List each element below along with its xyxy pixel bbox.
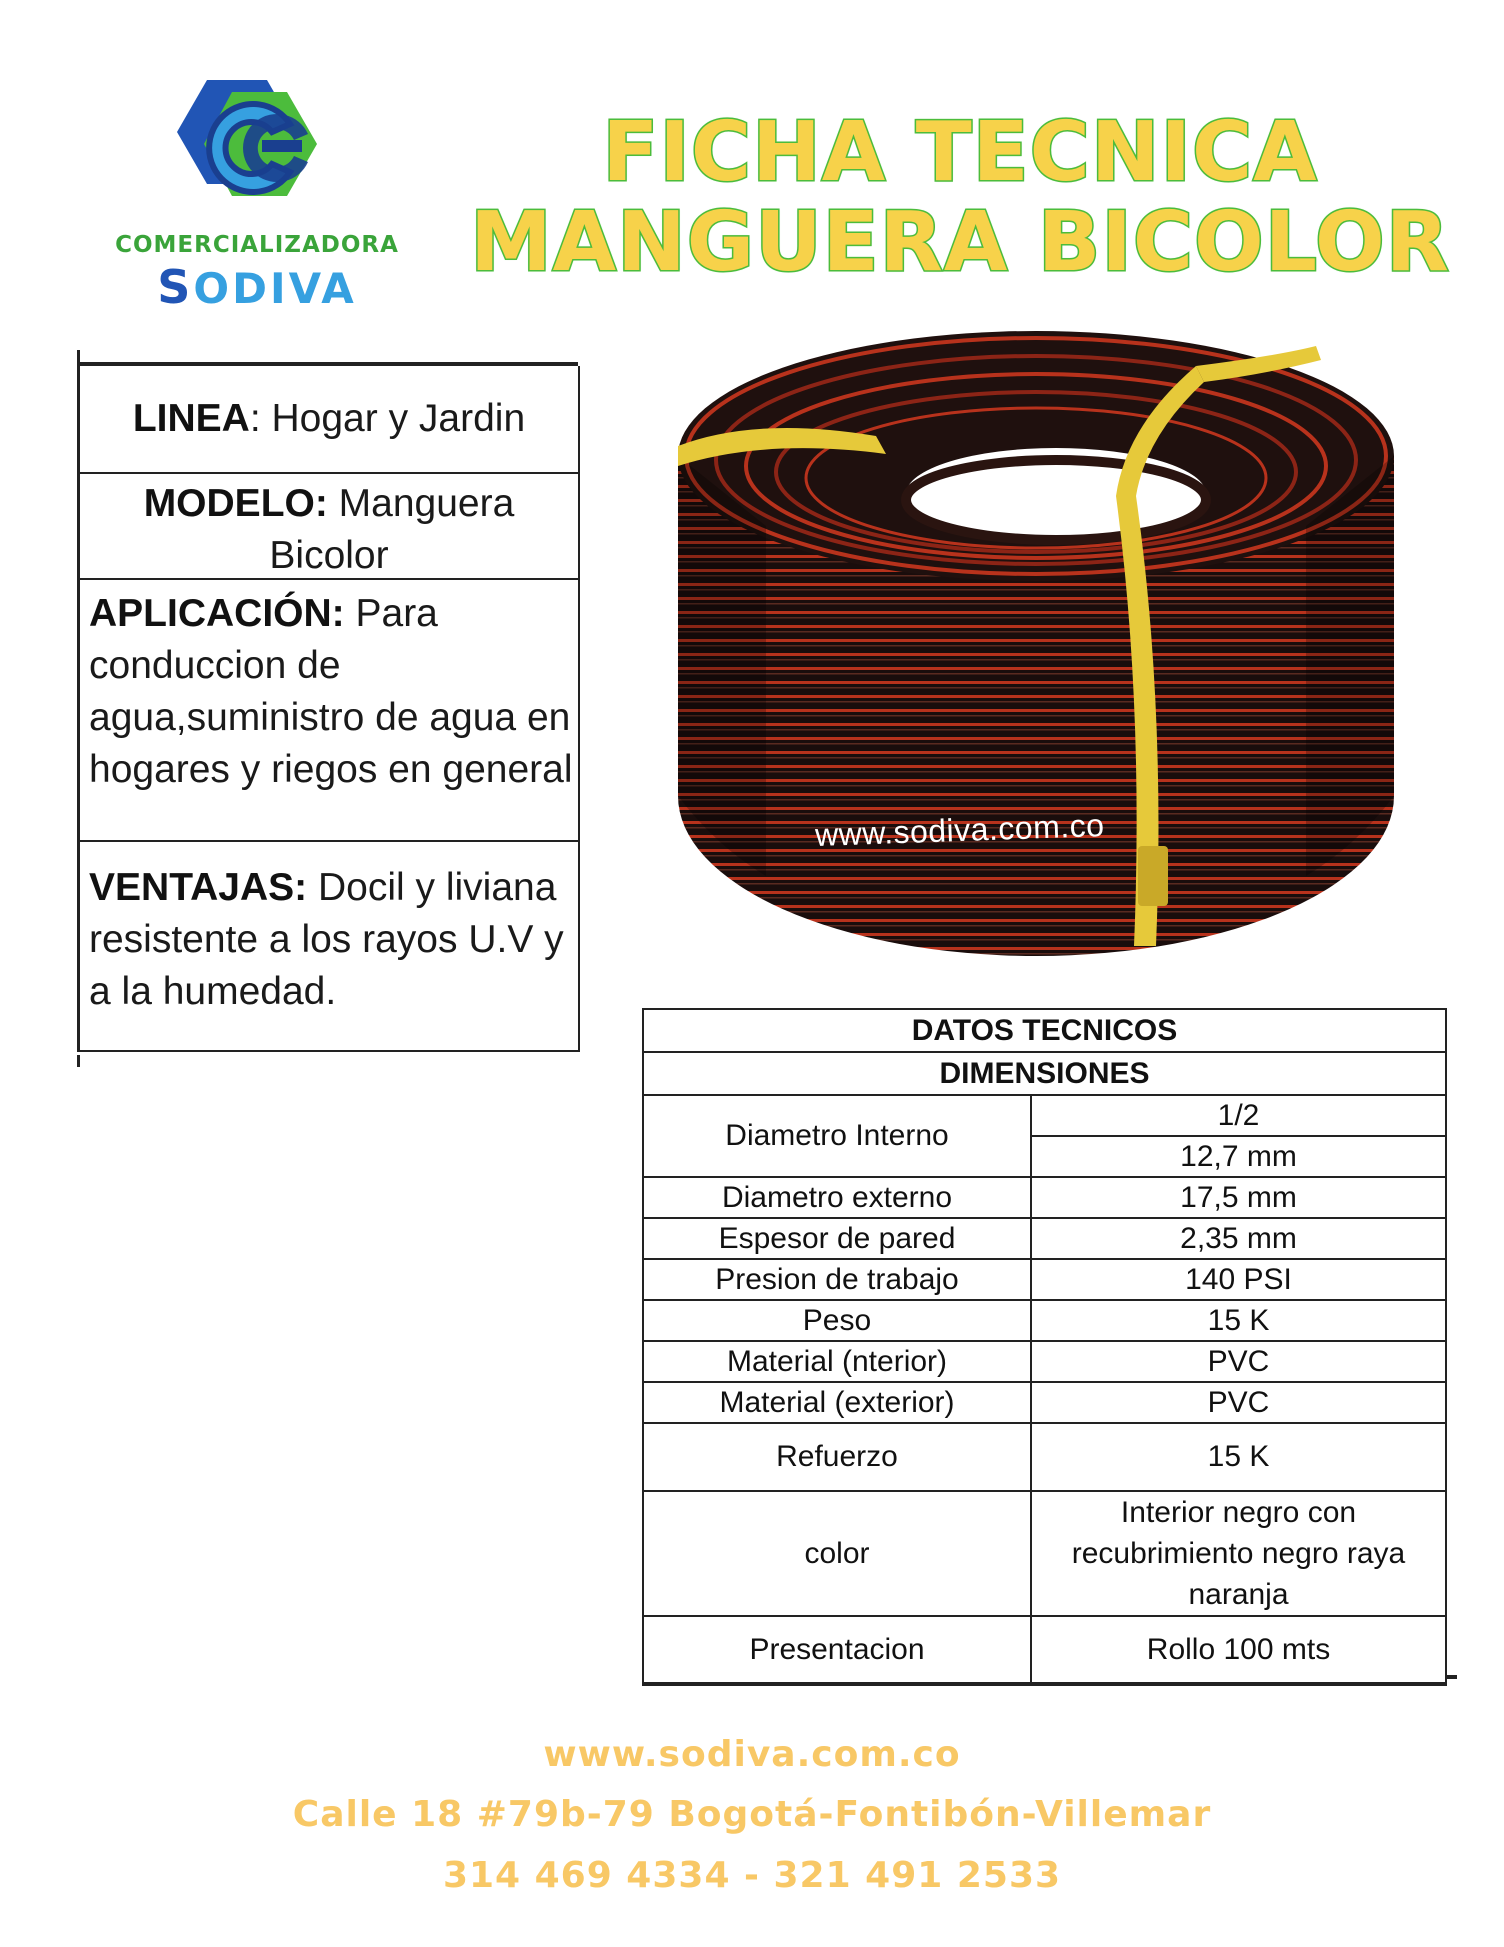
row-value: 15 K (1031, 1300, 1446, 1341)
tech-title: DATOS TECNICOS (643, 1009, 1446, 1052)
row-label: Diametro Interno (643, 1095, 1031, 1177)
modelo-label: MODELO: (143, 482, 328, 525)
title-line2: MANGUERA BICOLOR (470, 195, 1450, 290)
aplicacion-label: APLICACIÓN: (89, 592, 345, 635)
image-watermark-url: www.sodiva.com.co (814, 806, 1106, 854)
logo-initial: S (157, 260, 194, 314)
row-value: Rollo 100 mts (1031, 1616, 1446, 1684)
row-label: Material (exterior) (643, 1382, 1031, 1423)
row-label: Espesor de pared (643, 1218, 1031, 1259)
row-value: 15 K (1031, 1423, 1446, 1491)
logo-rest: ODIVA (193, 264, 357, 313)
aplicacion-value: Para conduccion de agua,suministro de agua en hogares y riegos en general (89, 592, 573, 791)
footer-address: Calle 18 #79b-79 Bogotá-Fontibón-Villemar (292, 1794, 1212, 1835)
tech-data-table (642, 1008, 1447, 1686)
row-value: 2,35 mm (1031, 1218, 1446, 1259)
row-label: color (643, 1491, 1031, 1616)
tech-table-bottom-cap (1447, 1675, 1457, 1679)
footer-website: www.sodiva.com.co (543, 1734, 961, 1775)
row-label: Peso (643, 1300, 1031, 1341)
logo-text-line2 (112, 260, 402, 314)
modelo-value: Manguera Bicolor (269, 482, 515, 577)
row-value: 12,7 mm (1031, 1136, 1446, 1177)
row-label: Presion de trabajo (643, 1259, 1031, 1300)
info-aplicacion (80, 580, 578, 842)
row-value: 17,5 mm (1031, 1177, 1446, 1218)
row-label: Presentacion (643, 1616, 1031, 1684)
ventajas-value: Docil y liviana resistente a los rayos U.V y a la humedad. (89, 866, 564, 1013)
logo-text-line1: COMERCIALIZADORA (115, 232, 399, 258)
logo-emblem-icon (112, 72, 402, 237)
company-logo (112, 72, 402, 312)
info-linea (80, 366, 578, 474)
footer-phones: 314 469 4334 - 321 491 2533 (442, 1855, 1062, 1896)
info-modelo (80, 474, 578, 580)
tech-subtitle: DIMENSIONES (643, 1052, 1446, 1095)
ventajas-label: VENTAJAS: (89, 866, 308, 909)
hose-coil-image (676, 326, 1396, 966)
row-label: Material (nterior) (643, 1341, 1031, 1382)
row-label: Diametro externo (643, 1177, 1031, 1218)
row-value: 1/2 (1031, 1095, 1446, 1136)
title-line1: FICHA TECNICA (602, 105, 1318, 200)
hose-coil-icon (676, 326, 1396, 966)
row-value: Interior negro con recubrimiento negro raya naranja (1031, 1491, 1446, 1616)
row-label: Refuerzo (643, 1423, 1031, 1491)
row-value: PVC (1031, 1341, 1446, 1382)
page-title (440, 105, 1480, 290)
info-ventajas (80, 842, 578, 1052)
info-table-top-border (77, 350, 578, 366)
info-table-bottom-tick (77, 1055, 80, 1067)
linea-label: LINEA (132, 397, 250, 440)
linea-value: : Hogar y Jardin (249, 397, 526, 440)
row-value: 140 PSI (1031, 1259, 1446, 1300)
row-value: PVC (1031, 1382, 1446, 1423)
info-table (77, 366, 580, 1052)
